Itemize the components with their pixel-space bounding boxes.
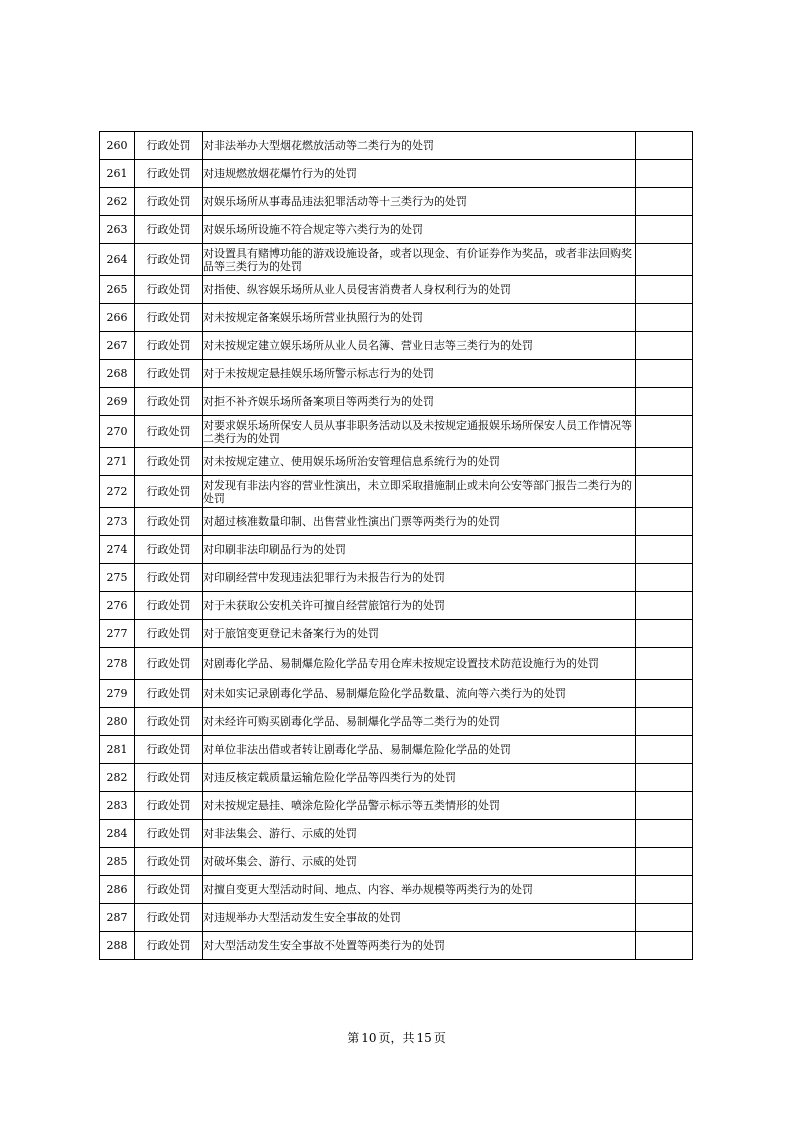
row-category: 行政处罚: [135, 416, 203, 448]
row-item: 对未按规定建立、使用娱乐场所治安管理信息系统行为的处罚: [203, 448, 636, 476]
row-item: 对大型活动发生安全事故不处置等两类行为的处罚: [203, 932, 636, 960]
row-note: [636, 188, 693, 216]
row-number: 261: [100, 160, 135, 188]
table-row: [100, 820, 693, 848]
row-number: 268: [100, 360, 135, 388]
row-number: 277: [100, 620, 135, 648]
row-item: 对于旅馆变更登记未备案行为的处罚: [203, 620, 636, 648]
page-footer: [0, 1029, 793, 1046]
table-row: [100, 448, 693, 476]
row-item: 对剧毒化学品、易制爆危险化学品专用仓库未按规定设置技术防范设施行为的处罚: [203, 648, 636, 680]
row-item: 对发现有非法内容的营业性演出，未立即采取措施制止或未向公安等部门报告二类行为的处罚: [203, 476, 636, 508]
row-note: [636, 820, 693, 848]
row-note: [636, 904, 693, 932]
row-number: 274: [100, 536, 135, 564]
table-row: [100, 792, 693, 820]
row-item: 对未经许可购买剧毒化学品、易制爆化学品等二类行为的处罚: [203, 708, 636, 736]
row-note: [636, 592, 693, 620]
table-row: [100, 564, 693, 592]
row-item: 对超过核准数量印制、出售营业性演出门票等两类行为的处罚: [203, 508, 636, 536]
row-note: [636, 476, 693, 508]
row-note: [636, 276, 693, 304]
row-note: [636, 416, 693, 448]
row-number: 280: [100, 708, 135, 736]
row-item: 对未如实记录剧毒化学品、易制爆危险化学品数量、流向等六类行为的处罚: [203, 680, 636, 708]
row-category: 行政处罚: [135, 736, 203, 764]
row-category: 行政处罚: [135, 764, 203, 792]
row-category: 行政处罚: [135, 216, 203, 244]
table-row: [100, 244, 693, 276]
row-category: 行政处罚: [135, 448, 203, 476]
row-note: [636, 876, 693, 904]
footer-prefix: 第: [347, 1031, 360, 1045]
row-category: 行政处罚: [135, 476, 203, 508]
row-number: 275: [100, 564, 135, 592]
row-number: 278: [100, 648, 135, 680]
table-row: [100, 848, 693, 876]
row-category: 行政处罚: [135, 388, 203, 416]
table-row: [100, 764, 693, 792]
row-category: 行政处罚: [135, 592, 203, 620]
row-item: 对指使、纵容娱乐场所从业人员侵害消费者人身权利行为的处罚: [203, 276, 636, 304]
row-category: 行政处罚: [135, 508, 203, 536]
row-note: [636, 160, 693, 188]
row-item: 对擅自变更大型活动时间、地点、内容、举办规模等两类行为的处罚: [203, 876, 636, 904]
row-item: 对非法集会、游行、示威的处罚: [203, 820, 636, 848]
row-category: 行政处罚: [135, 536, 203, 564]
table-row: [100, 160, 693, 188]
footer-total-pages: 15: [416, 1031, 432, 1045]
row-note: [636, 564, 693, 592]
row-note: [636, 244, 693, 276]
row-note: [636, 736, 693, 764]
row-note: [636, 388, 693, 416]
row-category: 行政处罚: [135, 708, 203, 736]
table-row: [100, 476, 693, 508]
row-number: 266: [100, 304, 135, 332]
table-row: [100, 536, 693, 564]
row-note: [636, 764, 693, 792]
row-item: 对印刷非法印刷品行为的处罚: [203, 536, 636, 564]
table-row: [100, 736, 693, 764]
row-number: 285: [100, 848, 135, 876]
row-item: 对印刷经营中发现违法犯罪行为未报告行为的处罚: [203, 564, 636, 592]
row-note: [636, 360, 693, 388]
table-row: [100, 904, 693, 932]
row-note: [636, 536, 693, 564]
row-category: 行政处罚: [135, 932, 203, 960]
row-item: 对破坏集会、游行、示威的处罚: [203, 848, 636, 876]
table-row: [100, 216, 693, 244]
row-number: 273: [100, 508, 135, 536]
row-number: 264: [100, 244, 135, 276]
row-note: [636, 680, 693, 708]
row-number: 288: [100, 932, 135, 960]
row-note: [636, 848, 693, 876]
table-row: [100, 188, 693, 216]
table-row: [100, 416, 693, 448]
table-row: [100, 304, 693, 332]
footer-page-number: 10: [361, 1031, 377, 1045]
row-note: [636, 332, 693, 360]
row-item: 对于未获取公安机关许可擅自经营旅馆行为的处罚: [203, 592, 636, 620]
row-number: 276: [100, 592, 135, 620]
row-category: 行政处罚: [135, 276, 203, 304]
row-item: 对未按规定悬挂、喷涂危险化学品警示标示等五类情形的处罚: [203, 792, 636, 820]
row-item: 对于未按规定悬挂娱乐场所警示标志行为的处罚: [203, 360, 636, 388]
row-number: 284: [100, 820, 135, 848]
item-table-body: [100, 132, 693, 960]
row-category: 行政处罚: [135, 244, 203, 276]
row-category: 行政处罚: [135, 160, 203, 188]
row-number: 272: [100, 476, 135, 508]
row-number: 265: [100, 276, 135, 304]
table-row: [100, 332, 693, 360]
table-row: [100, 680, 693, 708]
row-category: 行政处罚: [135, 904, 203, 932]
row-category: 行政处罚: [135, 876, 203, 904]
row-item: 对要求娱乐场所保安人员从事非职务活动以及未按规定通报娱乐场所保安人员工作情况等二类行为的处罚: [203, 416, 636, 448]
row-category: 行政处罚: [135, 360, 203, 388]
row-note: [636, 648, 693, 680]
row-item: 对违规举办大型活动发生安全事故的处罚: [203, 904, 636, 932]
row-note: [636, 216, 693, 244]
table-row: [100, 276, 693, 304]
row-item: 对设置具有赌博功能的游戏设施设备，或者以现金、有价证券作为奖品，或者非法回购奖品等三类行为的处罚: [203, 244, 636, 276]
row-category: 行政处罚: [135, 132, 203, 160]
row-category: 行政处罚: [135, 304, 203, 332]
row-category: 行政处罚: [135, 332, 203, 360]
row-item: 对违规燃放烟花爆竹行为的处罚: [203, 160, 636, 188]
row-number: 262: [100, 188, 135, 216]
row-number: 283: [100, 792, 135, 820]
row-note: [636, 708, 693, 736]
row-category: 行政处罚: [135, 820, 203, 848]
row-number: 260: [100, 132, 135, 160]
footer-suffix: 页: [433, 1031, 446, 1045]
row-number: 267: [100, 332, 135, 360]
row-category: 行政处罚: [135, 680, 203, 708]
footer-mid: 页，共: [378, 1031, 415, 1045]
row-category: 行政处罚: [135, 792, 203, 820]
table-row: [100, 620, 693, 648]
table-row: [100, 708, 693, 736]
row-note: [636, 508, 693, 536]
row-number: 281: [100, 736, 135, 764]
row-item: 对娱乐场所设施不符合规定等六类行为的处罚: [203, 216, 636, 244]
row-number: 269: [100, 388, 135, 416]
row-number: 270: [100, 416, 135, 448]
row-note: [636, 932, 693, 960]
table-row: [100, 876, 693, 904]
row-item: 对未按规定备案娱乐场所营业执照行为的处罚: [203, 304, 636, 332]
table-row: [100, 388, 693, 416]
row-number: 282: [100, 764, 135, 792]
row-category: 行政处罚: [135, 648, 203, 680]
row-category: 行政处罚: [135, 620, 203, 648]
table-row: [100, 360, 693, 388]
row-number: 286: [100, 876, 135, 904]
row-item: 对娱乐场所从事毒品违法犯罪活动等十三类行为的处罚: [203, 188, 636, 216]
row-note: [636, 448, 693, 476]
item-table: [99, 131, 693, 960]
row-number: 271: [100, 448, 135, 476]
table-row: [100, 932, 693, 960]
row-number: 287: [100, 904, 135, 932]
row-item: 对拒不补齐娱乐场所备案项目等两类行为的处罚: [203, 388, 636, 416]
row-item: 对单位非法出借或者转让剧毒化学品、易制爆危险化学品的处罚: [203, 736, 636, 764]
row-item: 对未按规定建立娱乐场所从业人员名簿、营业日志等三类行为的处罚: [203, 332, 636, 360]
row-number: 263: [100, 216, 135, 244]
row-item: 对非法举办大型烟花燃放活动等二类行为的处罚: [203, 132, 636, 160]
row-category: 行政处罚: [135, 564, 203, 592]
row-note: [636, 620, 693, 648]
table-row: [100, 132, 693, 160]
row-category: 行政处罚: [135, 848, 203, 876]
row-note: [636, 792, 693, 820]
row-note: [636, 304, 693, 332]
row-item: 对违反核定载质量运输危险化学品等四类行为的处罚: [203, 764, 636, 792]
table-row: [100, 508, 693, 536]
table-row: [100, 648, 693, 680]
row-number: 279: [100, 680, 135, 708]
row-category: 行政处罚: [135, 188, 203, 216]
row-note: [636, 132, 693, 160]
table-row: [100, 592, 693, 620]
